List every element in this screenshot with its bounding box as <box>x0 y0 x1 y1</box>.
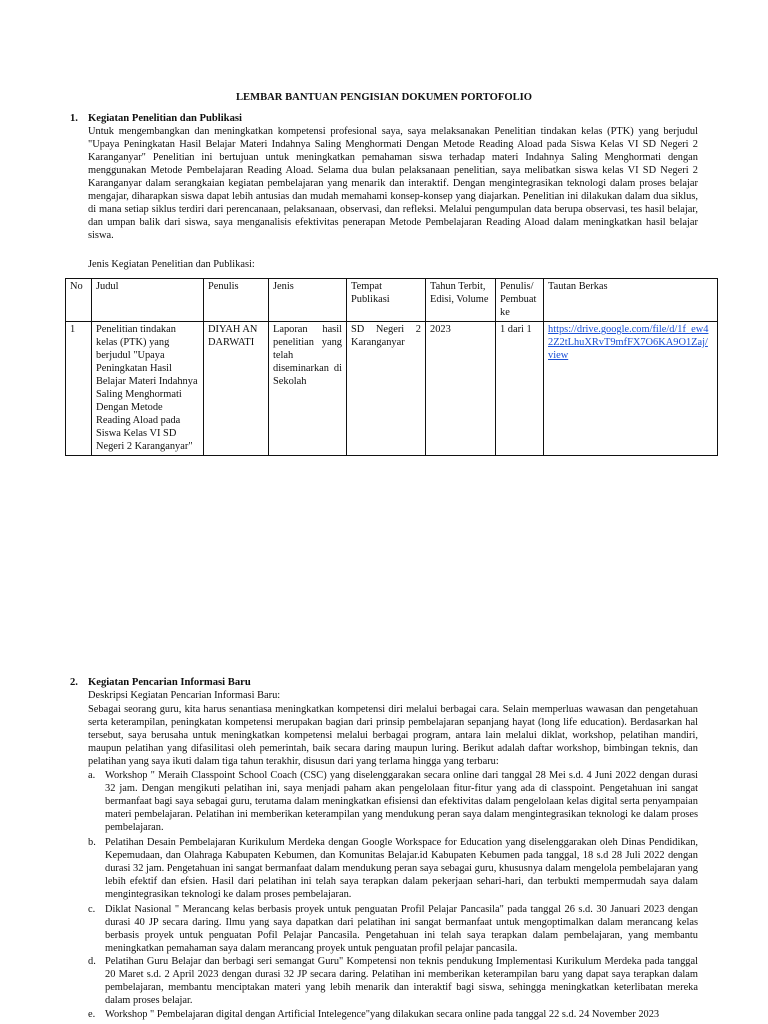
table-caption: Jenis Kegiatan Penelitian dan Publikasi: <box>88 259 255 270</box>
list-item <box>72 1008 698 1021</box>
section1-heading-text: Kegiatan Penelitian dan Publikasi <box>88 113 242 124</box>
section2-desc-label: Deskripsi Kegiatan Pencarian Informasi Baru: <box>88 690 281 701</box>
list-item-label: e. <box>88 1009 96 1020</box>
list-item-text: Pelatihan Guru Belajar dan berbagi seri semangat Guru" Kompetensi non teknis pendukung Implementasi Kurikulum Merdeka pada tanggal 20 Maret s.d. 2 April 2023 dengan durasi 32 JP secara daring. Pelatihan ini memberikan keterampilan baru yang dapat saya terapkan dalam pembelajaran, membantu menciptakan materi yang lebih menarik dan interaktif bagi siswa, sehingga meningkatkan keterlibatan mereka dalam proses belajar. <box>105 956 698 1006</box>
table-header-row <box>66 279 718 322</box>
header-tempat: Tempat Publikasi <box>347 279 426 322</box>
cell-penulis: DIYAH ANDARWATI <box>204 322 269 456</box>
publication-table <box>65 278 718 456</box>
header-judul: Judul <box>92 279 204 322</box>
section1-number: 1. <box>70 113 78 124</box>
section2-heading <box>70 676 251 689</box>
list-item <box>72 903 698 955</box>
list-item-text: Workshop " Meraih Classpoint School Coach (CSC) yang diselenggarakan secara online dari tanggal 28 Mei s.d. 4 Juni 2022 dengan durasi 32 jam. Dengan mengikuti pelatihan ini, saya menjadi paham akan pengelolaan fitur-fitur yang ada di classpoint. Pengetahuan ini sangat bermanfaat bagi saya sebagai guru, terutama dalam meningkatkan efisiensi dan efektivitas dalam pengelolaan kelas digital serta penyampaian materi pembelajaran. Pelatihan ini memberikan keterampilan yang mendukung peran saya dalam mengintegrasikan teknologi ke dalam proses pembelajaran. <box>105 770 698 833</box>
section2-number: 2. <box>70 677 78 688</box>
list-item-text: Workshop " Pembelajaran digital dengan Artificial Intelegence"yang dilakukan secara online pada tanggal 22 s.d. 24 November 2023 <box>105 1009 660 1020</box>
cell-tempat: SD Negeri 2 Karanganyar <box>347 322 426 456</box>
list-item-label: c. <box>88 904 96 915</box>
list-item <box>72 955 698 1007</box>
cell-tautan <box>544 322 718 456</box>
cell-tahun: 2023 <box>426 322 496 456</box>
cell-judul: Penelitian tindakan kelas (PTK) yang berjudul "Upaya Peningkatan Hasil Belajar Materi Indahnya Saling Menghormati Dengan Metode Reading Aload pada Siswa Kelas VI SD Negeri 2 Karanganyar" <box>92 322 204 456</box>
list-item-label: b. <box>88 837 96 848</box>
header-no: No <box>66 279 92 322</box>
header-penulis: Penulis <box>204 279 269 322</box>
list-item-text: Pelatihan Desain Pembelajaran Kurikulum Merdeka dengan Google Workspace for Education yang diselenggarakan oleh Dinas Pendidikan, Kepemudaan, dan Olahraga Kabupaten Kebumen, dan Komunitas Belajar.id Kabupaten Kebumen pada tanggal, 18 s.d 28 Juli 2022 dengan durasi 32 jam. Pengetahuan ini sangat bermanfaat dalam mendukung peran saya sebagai guru, khususnya dalam mengelola pembelajaran yang lebih efektif dan efsien. Hasil dari pelatihan ini telah saya terapkan dalam pekerjaan sehari-hari, dan terbukti mempermudah saya dalam mengintegrasikan teknologi ke dalam proses pembelajaran. <box>105 837 698 900</box>
header-jenis: Jenis <box>269 279 347 322</box>
cell-jenis: Laporan hasil penelitian yang telah diseminarkan di Sekolah <box>269 322 347 456</box>
section1-paragraph: Untuk mengembangkan dan meningkatkan kompetensi profesional saya, saya melaksanakan Penelitian tindakan kelas (PTK) yang berjudul "Upaya Peningkatan Hasil Belajar Materi Indahnya Saling Menghormati Dengan Metode Reading Aload pada Siswa Kelas VI SD Negeri 2 Karanganyar" Penelitian ini bertujuan untuk meningkatkan pemahaman siswa terhadap materi Indahnya Saling Menghormati dengan menggunakan Metode Pembelajaran Reading Aload. Selama dua bulan pelaksanaan penelitian, saya melibatkan siswa kelas VI SD Negeri 2 Karanganyar dalam serangkaian kegiatan pembelajaran yang menarik dan interaktif. Dengan mengintegrasikan teknologi dalam proses belajar mengajar, diharapkan siswa dapat lebih antusias dan mudah memahami konsep-konsep yang diajarkan. Penelitian ini dilakukan dalam dua siklus, di mana setiap siklus terdiri dari perencanaan, pelaksanaan, observasi, dan refleksi. Melalui pengumpulan data berupa observasi, tes hasil belajar, dan umpan balik dari siswa, saya menganalisis efektivitas penerapan Metode Pembelajaran Reading Aload dalam meningkatkan hasil belajar siswa. <box>88 126 698 241</box>
section2-paragraph: Sebagai seorang guru, kita harus senantiasa meningkatkan kompetensi diri melalui berbagai cara. Selain memperluas wawasan dan pengetahuan serta keterampilan, peningkatan kompetensi merupakan bagian dari prinsip pembelajaran sepanjang hayat (long life education). Berdasarkan hal tersebut, saya berusaha untuk meningkatkan kompetensi melalui berbagai program, antara lain melalui diklat, workshop, pelatihan mandiri, maupun pelatihan yang difasilitasi oleh pemerintah, baik secara daring maupun luring. Berikut adalah daftar workshop, bimbingan teknis, dan pelatihan yang saya ikuti dalam tiga tahun terakhir, disusun dari yang terlama hingga yang terbaru: <box>88 704 698 767</box>
header-pembuat: Penulis/ Pembuat ke <box>496 279 544 322</box>
list-item <box>72 769 698 834</box>
section1-heading <box>70 112 242 125</box>
page-title: LEMBAR BANTUAN PENGISIAN DOKUMEN PORTOFOLIO <box>235 92 533 103</box>
header-tautan: Tautan Berkas <box>544 279 718 322</box>
list-item-text: Diklat Nasional " Merancang kelas berbasis proyek untuk penguatan Profil Pelajar Pancasila" pada tanggal 26 s.d. 30 Januari 2023 dengan durasi 40 JP secara daring. Ilmu yang saya dapatkan dari pelatihan ini sangat bermanfaat untuk mengoptimalkan dalam merancang kelas berbasis proyek untuk penguatan Pofil Pelajar Pancasila. Pengetahuan ini telah saya terapkan dalam pembelajaran, yang membantu meningkatkan pemahaman saya dalam merancang proyek untuk penguatan profil pelajar pancasila. <box>105 904 698 954</box>
file-link[interactable]: https://drive.google.com/file/d/1f_ew42Z2tLhuXRvT9mfFX7O6KA9O1Zaj/view <box>548 324 709 361</box>
cell-no: 1 <box>66 322 92 456</box>
table-row <box>66 322 718 456</box>
list-item-label: a. <box>88 770 96 781</box>
cell-pembuat: 1 dari 1 <box>496 322 544 456</box>
list-item-label: d. <box>88 956 96 967</box>
section2-heading-text: Kegiatan Pencarian Informasi Baru <box>88 677 251 688</box>
header-tahun: Tahun Terbit, Edisi, Volume <box>426 279 496 322</box>
list-item <box>72 836 698 901</box>
